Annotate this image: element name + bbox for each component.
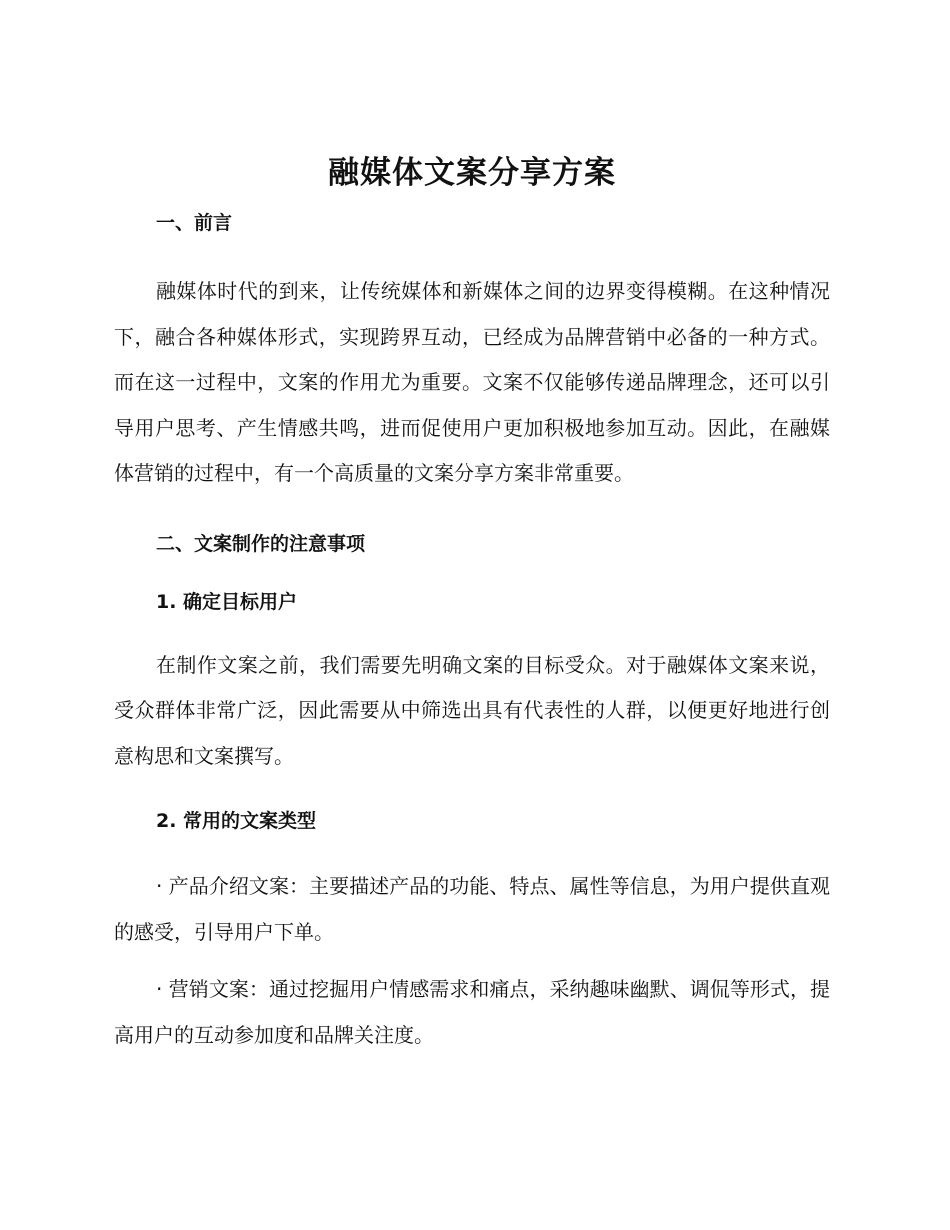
subheading-copy-types: 2. 常用的文案类型 [156, 810, 317, 832]
bullet-marketing-copy: · 营销文案：通过挖掘用户情感需求和痛点，采纳趣味幽默、调侃等形式，提高用户的互动参加度和品牌关注度。 [114, 977, 830, 1047]
bullet-product-copy: · 产品介绍文案：主要描述产品的功能、特点、属性等信息，为用户提供直观的感受，引导用户下单。 [114, 874, 830, 944]
section-heading-notes: 二、文案制作的注意事项 [156, 532, 366, 555]
subheading-target-users: 1. 确定目标用户 [156, 590, 298, 613]
paragraph-preface: 融媒体时代的到来，让传统媒体和新媒体之间的边界变得模糊。在这种情况下，融合各种媒体形式，实现跨界互动，已经成为品牌营销中必备的一种方式。而在这一过程中，文案的作用尤为重要。文案不仅能够传递品牌理念，还可以引导用户思考、产生情感共鸣，进而促使用户更加积极地参加互动。因此，在融媒体营销的过程中，有一个高质量的文案分享方案非常重要。 [114, 279, 830, 485]
section-heading-preface: 一、前言 [156, 212, 233, 234]
document-title: 融媒体文案分享方案 [328, 155, 616, 191]
paragraph-target-users: 在制作文案之前，我们需要先明确文案的目标受众。对于融媒体文案来说，受众群体非常广泛，因此需要从中筛选出具有代表性的人群，以便更好地进行创意构思和文案撰写。 [114, 652, 830, 768]
